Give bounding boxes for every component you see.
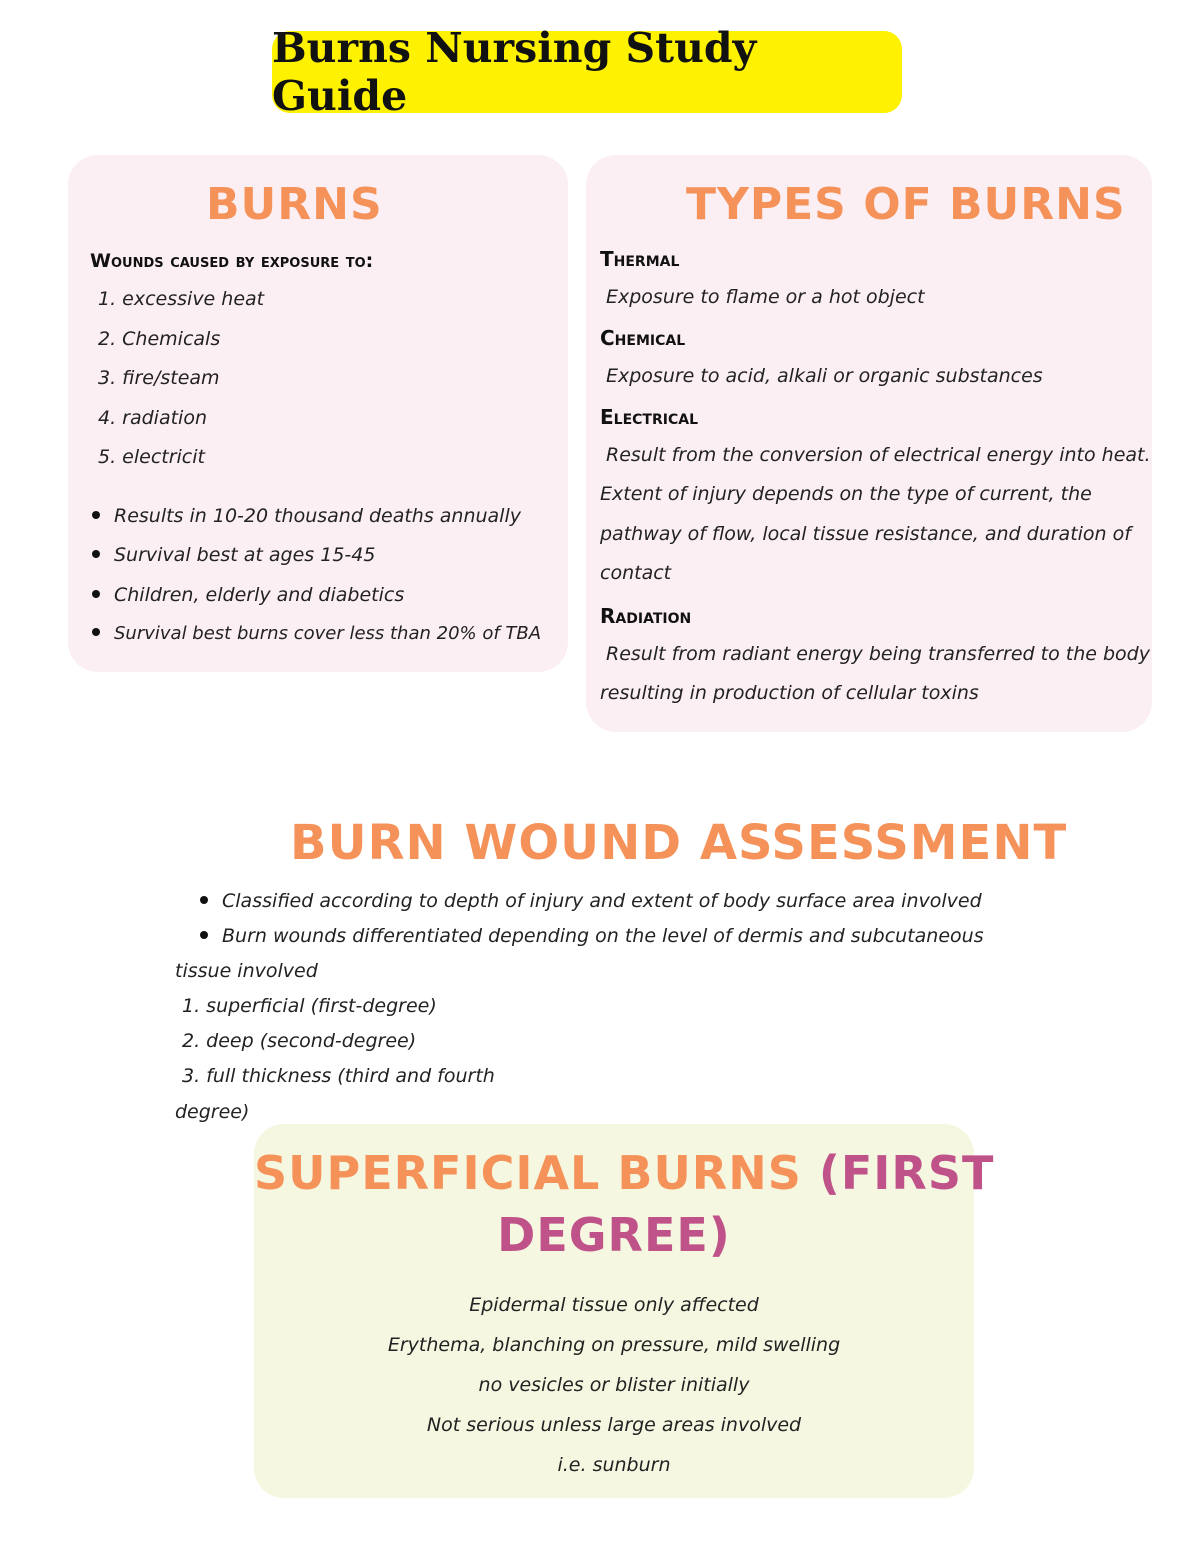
- cause-item: 4. radiation: [98, 407, 207, 429]
- cause-item: 3. fire/steam: [98, 367, 220, 389]
- type-desc: Extent of injury depends on the type of current, the: [600, 483, 1092, 505]
- burns-heading: BURNS: [206, 179, 383, 230]
- superficial-card: [254, 1124, 995, 1498]
- superficial-heading-line1: [254, 1146, 995, 1200]
- assessment-heading: BURN WOUND ASSESSMENT: [290, 815, 1068, 871]
- type-name-radiation: Radiation: [600, 604, 692, 628]
- level-item: 3. full thickness (third and fourth: [182, 1065, 495, 1087]
- superficial-heading-degree: (FIRST: [818, 1146, 995, 1200]
- fact-item: Survival best burns cover less than 20% of TBA: [92, 623, 541, 644]
- superficial-line: Not serious unless large areas involved: [426, 1414, 802, 1436]
- type-name-chemical: Chemical: [600, 326, 686, 350]
- superficial-line: no vesicles or blister initially: [478, 1374, 750, 1396]
- superficial-line: Epidermal tissue only affected: [469, 1294, 759, 1316]
- type-desc: Result from the conversion of electrical energy into heat.: [606, 444, 1151, 466]
- superficial-line: i.e. sunburn: [557, 1454, 671, 1476]
- cause-item: 5. electricit: [98, 446, 205, 468]
- type-desc: pathway of flow, local tissue resistance, and duration of: [600, 523, 1131, 545]
- type-desc: Exposure to flame or a hot object: [606, 286, 925, 308]
- superficial-heading-main: SUPERFICIAL BURNS: [254, 1146, 802, 1200]
- burns-card: [68, 155, 568, 672]
- type-desc: contact: [600, 562, 672, 584]
- level-continuation: degree): [175, 1101, 250, 1123]
- fact-item: Children, elderly and diabetics: [92, 584, 404, 606]
- type-desc: Exposure to acid, alkali or organic substances: [606, 365, 1043, 387]
- assessment-bullet: Classified according to depth of injury and extent of body surface area involved: [200, 890, 982, 912]
- type-desc: resulting in production of cellular toxins: [600, 682, 979, 704]
- superficial-line: Erythema, blanching on pressure, mild swelling: [387, 1334, 841, 1356]
- level-item: 1. superficial (first-degree): [182, 995, 437, 1017]
- level-item: 2. deep (second-degree): [182, 1030, 417, 1052]
- type-name-electrical: Electrical: [600, 405, 698, 429]
- superficial-heading-line2: DEGREE): [497, 1208, 731, 1262]
- page-title: Burns Nursing Study Guide: [272, 24, 757, 120]
- assessment-bullet: Burn wounds differentiated depending on the level of dermis and subcutaneous: [200, 925, 984, 947]
- fact-item: Survival best at ages 15-45: [92, 544, 375, 566]
- assessment-continuation: tissue involved: [175, 960, 318, 982]
- fact-item: Results in 10-20 thousand deaths annually: [92, 505, 521, 527]
- types-heading: TYPES OF BURNS: [686, 179, 1126, 230]
- type-name-thermal: Thermal: [600, 247, 680, 271]
- types-card: [586, 155, 1152, 732]
- cause-item: 2. Chemicals: [98, 328, 221, 350]
- title-banner: [272, 24, 902, 120]
- burns-subheading: Wounds caused by exposure to:: [90, 250, 374, 272]
- cause-item: 1. excessive heat: [98, 288, 265, 310]
- type-desc: Result from radiant energy being transferred to the body: [606, 643, 1150, 665]
